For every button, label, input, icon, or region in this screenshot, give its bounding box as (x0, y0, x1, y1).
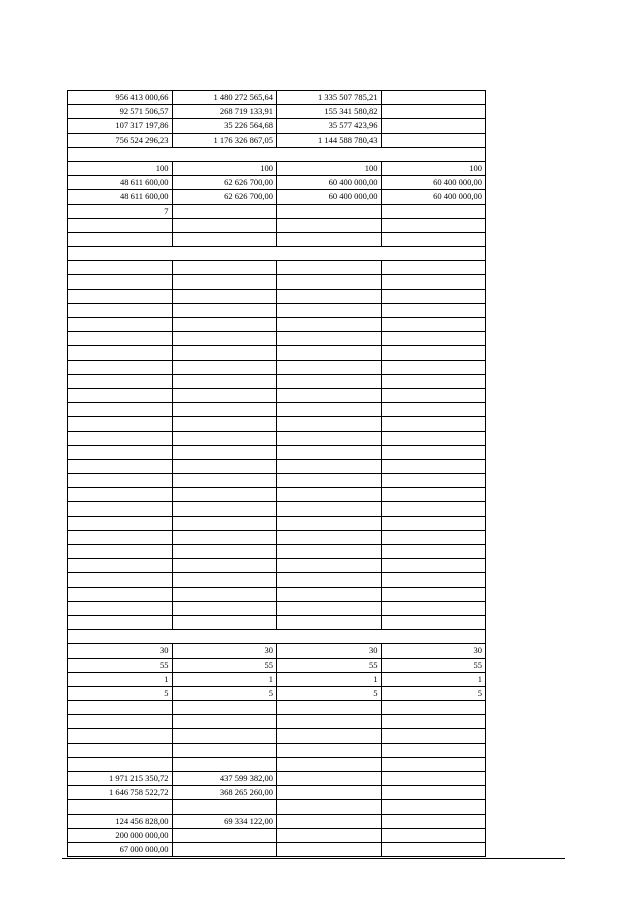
table-cell (68, 615, 173, 629)
table-cell: 1 (277, 672, 382, 686)
table-cell (277, 757, 382, 771)
table-row (68, 743, 486, 757)
table-cell: 1 971 215 350,72 (68, 772, 173, 786)
table-cell (68, 431, 173, 445)
table-row (68, 91, 486, 105)
table-cell: 124 456 828,00 (68, 814, 173, 828)
table-row (68, 360, 486, 374)
table-cell (68, 332, 173, 346)
table-cell (277, 530, 382, 544)
table-row (68, 587, 486, 601)
table-cell (172, 445, 277, 459)
table-cell (381, 615, 486, 629)
table-row (68, 630, 486, 644)
table-cell (381, 275, 486, 289)
table-cell (381, 842, 486, 856)
table-cell (277, 786, 382, 800)
table-cell (381, 743, 486, 757)
table-row (68, 786, 486, 800)
table-cell (68, 701, 173, 715)
table-cell (381, 545, 486, 559)
table-cell (172, 587, 277, 601)
table-cell: 55 (277, 658, 382, 672)
table-cell (277, 772, 382, 786)
table-cell: 35 226 564,68 (172, 119, 277, 133)
table-cell (277, 417, 382, 431)
table-row (68, 247, 486, 261)
table-cell: 756 524 296,23 (68, 133, 173, 147)
table-cell (172, 757, 277, 771)
table-row (68, 176, 486, 190)
table-cell (68, 374, 173, 388)
table-cell (277, 701, 382, 715)
table-cell: 100 (68, 161, 173, 175)
table-cell (277, 743, 382, 757)
table-cell (277, 729, 382, 743)
table-cell (68, 360, 173, 374)
table-cell: 69 334 122,00 (172, 814, 277, 828)
table-cell (68, 559, 173, 573)
table-row (68, 842, 486, 856)
table-cell (277, 346, 382, 360)
table-cell: 60 400 000,00 (277, 176, 382, 190)
table-row (68, 204, 486, 218)
table-cell (381, 772, 486, 786)
table-row (68, 757, 486, 771)
table-row (68, 161, 486, 175)
table-cell (172, 332, 277, 346)
table-row (68, 601, 486, 615)
table-row (68, 658, 486, 672)
table-cell (381, 261, 486, 275)
table-cell: 1 (172, 672, 277, 686)
table-cell (277, 388, 382, 402)
table-cell: 30 (172, 644, 277, 658)
table-cell (68, 474, 173, 488)
table-row (68, 459, 486, 473)
table-row (68, 133, 486, 147)
table-cell: 100 (277, 161, 382, 175)
table-cell (172, 828, 277, 842)
table-cell (381, 133, 486, 147)
table-cell (381, 332, 486, 346)
table-cell (172, 530, 277, 544)
table-cell: 48 611 600,00 (68, 176, 173, 190)
table-cell (381, 204, 486, 218)
table-cell (68, 318, 173, 332)
table-cell (172, 374, 277, 388)
table-cell (381, 587, 486, 601)
merged-cell (68, 147, 486, 161)
table-cell (381, 701, 486, 715)
table-row (68, 232, 486, 246)
table-cell: 60 400 000,00 (381, 190, 486, 204)
table-cell: 30 (68, 644, 173, 658)
table-cell (381, 105, 486, 119)
table-cell (172, 729, 277, 743)
table-cell (68, 715, 173, 729)
table-cell (68, 346, 173, 360)
table-row (68, 431, 486, 445)
table-cell (381, 786, 486, 800)
table-cell (381, 346, 486, 360)
table-cell (381, 374, 486, 388)
table-row (68, 530, 486, 544)
table-cell (381, 119, 486, 133)
table-cell: 55 (68, 658, 173, 672)
table-cell (277, 502, 382, 516)
table-cell (381, 417, 486, 431)
table-cell (381, 388, 486, 402)
table-cell (172, 715, 277, 729)
table-cell (172, 601, 277, 615)
table-cell: 60 400 000,00 (277, 190, 382, 204)
table-row (68, 147, 486, 161)
table-cell: 5 (68, 686, 173, 700)
table-cell: 368 265 260,00 (172, 786, 277, 800)
table-cell (172, 346, 277, 360)
table-cell (277, 332, 382, 346)
table-cell (381, 516, 486, 530)
table-row (68, 672, 486, 686)
table-cell: 1 144 588 780,43 (277, 133, 382, 147)
merged-cell (68, 630, 486, 644)
table-cell: 1 (381, 672, 486, 686)
table-row (68, 814, 486, 828)
table-cell (381, 800, 486, 814)
table-row (68, 289, 486, 303)
table-row (68, 474, 486, 488)
table-cell (381, 559, 486, 573)
table-cell: 92 571 506,57 (68, 105, 173, 119)
table-cell (68, 516, 173, 530)
table-row (68, 573, 486, 587)
table-row (68, 275, 486, 289)
table-cell (381, 573, 486, 587)
table-cell: 155 341 580,82 (277, 105, 382, 119)
table-cell (68, 275, 173, 289)
table-cell: 1 176 326 867,05 (172, 133, 277, 147)
table-cell (277, 318, 382, 332)
table-cell (381, 289, 486, 303)
table-cell: 67 000 000,00 (68, 842, 173, 856)
table-cell: 60 400 000,00 (381, 176, 486, 190)
table-row (68, 559, 486, 573)
table-cell (277, 403, 382, 417)
table-row (68, 318, 486, 332)
table-cell (381, 431, 486, 445)
table-cell (68, 403, 173, 417)
table-cell (172, 502, 277, 516)
table-row (68, 119, 486, 133)
table-cell (277, 289, 382, 303)
table-cell: 35 577 423,96 (277, 119, 382, 133)
table-row (68, 800, 486, 814)
table-row (68, 772, 486, 786)
table-row (68, 261, 486, 275)
table-cell (381, 601, 486, 615)
table-row (68, 516, 486, 530)
table-cell (68, 232, 173, 246)
table-cell (172, 403, 277, 417)
table-cell (68, 800, 173, 814)
table-cell: 62 626 700,00 (172, 176, 277, 190)
table-cell (172, 516, 277, 530)
table-row (68, 403, 486, 417)
table-cell (68, 488, 173, 502)
table-cell (381, 757, 486, 771)
table-cell (172, 218, 277, 232)
table-row (68, 828, 486, 842)
table-cell (172, 615, 277, 629)
table-cell (172, 545, 277, 559)
table-cell (172, 204, 277, 218)
table-cell (277, 516, 382, 530)
table-row (68, 445, 486, 459)
table-cell (381, 91, 486, 105)
table-cell: 62 626 700,00 (172, 190, 277, 204)
table-row (68, 686, 486, 700)
table-cell: 100 (172, 161, 277, 175)
table-cell (381, 502, 486, 516)
table-cell: 30 (277, 644, 382, 658)
bottom-rule (62, 858, 565, 859)
table-cell (172, 318, 277, 332)
table-cell (68, 573, 173, 587)
table-cell (277, 800, 382, 814)
table-cell (172, 303, 277, 317)
table-cell (68, 729, 173, 743)
table-row (68, 303, 486, 317)
table-cell (172, 232, 277, 246)
table-cell: 268 719 133,91 (172, 105, 277, 119)
table-cell (277, 431, 382, 445)
table-cell (277, 303, 382, 317)
table-cell: 1 (68, 672, 173, 686)
table-cell (277, 573, 382, 587)
table-cell (381, 232, 486, 246)
table-cell: 5 (277, 686, 382, 700)
table-cell: 7 (68, 204, 173, 218)
table-cell: 30 (381, 644, 486, 658)
table-body (68, 91, 486, 857)
table-cell: 55 (172, 658, 277, 672)
table-cell (172, 701, 277, 715)
table-cell (68, 261, 173, 275)
table-cell: 100 (381, 161, 486, 175)
table-cell (381, 530, 486, 544)
table-cell (68, 303, 173, 317)
table-cell (68, 587, 173, 601)
table-cell (172, 842, 277, 856)
table-cell (277, 545, 382, 559)
table-cell (68, 218, 173, 232)
table-cell: 5 (381, 686, 486, 700)
table-cell: 200 000 000,00 (68, 828, 173, 842)
table-row (68, 105, 486, 119)
table-cell (277, 218, 382, 232)
table-cell (381, 318, 486, 332)
table-row (68, 332, 486, 346)
table-row (68, 488, 486, 502)
table-row (68, 701, 486, 715)
table-cell (381, 445, 486, 459)
table-cell (277, 601, 382, 615)
table-cell: 107 317 197,86 (68, 119, 173, 133)
table-cell (172, 431, 277, 445)
table-cell (68, 417, 173, 431)
table-cell (277, 488, 382, 502)
table-cell (68, 743, 173, 757)
table-cell (277, 374, 382, 388)
table-row (68, 615, 486, 629)
table-row (68, 502, 486, 516)
table-cell (277, 261, 382, 275)
table-cell: 956 413 000,66 (68, 91, 173, 105)
table-row (68, 190, 486, 204)
table-cell (68, 459, 173, 473)
table-cell (381, 488, 486, 502)
table-cell (172, 388, 277, 402)
table-cell (277, 828, 382, 842)
table-cell (381, 729, 486, 743)
table-cell (277, 715, 382, 729)
table-cell (277, 559, 382, 573)
table-cell (277, 459, 382, 473)
table-cell (277, 474, 382, 488)
table-cell (172, 474, 277, 488)
table-cell (381, 814, 486, 828)
table-row (68, 644, 486, 658)
table-row (68, 388, 486, 402)
table-row (68, 218, 486, 232)
table-row (68, 346, 486, 360)
table-row (68, 374, 486, 388)
table-cell (381, 715, 486, 729)
table-row (68, 729, 486, 743)
table-cell (172, 261, 277, 275)
table-row (68, 417, 486, 431)
table-cell (381, 218, 486, 232)
table-cell (68, 289, 173, 303)
table-cell (277, 360, 382, 374)
table-cell (172, 573, 277, 587)
table-cell (172, 800, 277, 814)
table-cell (381, 474, 486, 488)
table-cell: 1 480 272 565,64 (172, 91, 277, 105)
table-cell: 1 335 507 785,21 (277, 91, 382, 105)
table-cell (381, 303, 486, 317)
table-cell (381, 828, 486, 842)
table-cell (172, 459, 277, 473)
table-cell (381, 459, 486, 473)
table-cell: 437 599 382,00 (172, 772, 277, 786)
table-cell (172, 743, 277, 757)
table-cell (172, 360, 277, 374)
financial-table (67, 90, 486, 857)
table-cell (68, 388, 173, 402)
table-cell (277, 587, 382, 601)
table-cell (277, 445, 382, 459)
table-cell (68, 445, 173, 459)
table-cell (277, 204, 382, 218)
table-cell (68, 502, 173, 516)
table-cell (277, 615, 382, 629)
table-cell (381, 360, 486, 374)
table-row (68, 715, 486, 729)
table-cell (68, 545, 173, 559)
table-cell (68, 530, 173, 544)
table-cell (172, 275, 277, 289)
table-cell (68, 757, 173, 771)
table-row (68, 545, 486, 559)
table-cell (172, 488, 277, 502)
table-cell: 48 611 600,00 (68, 190, 173, 204)
table-cell (277, 275, 382, 289)
table-cell (172, 417, 277, 431)
merged-cell (68, 247, 486, 261)
table-cell: 5 (172, 686, 277, 700)
table-cell (381, 403, 486, 417)
table-cell: 1 646 758 522,72 (68, 786, 173, 800)
table-cell (277, 232, 382, 246)
table-cell (277, 842, 382, 856)
table-cell (172, 289, 277, 303)
table-cell (277, 814, 382, 828)
table-cell (172, 559, 277, 573)
table-cell: 55 (381, 658, 486, 672)
table-cell (68, 601, 173, 615)
